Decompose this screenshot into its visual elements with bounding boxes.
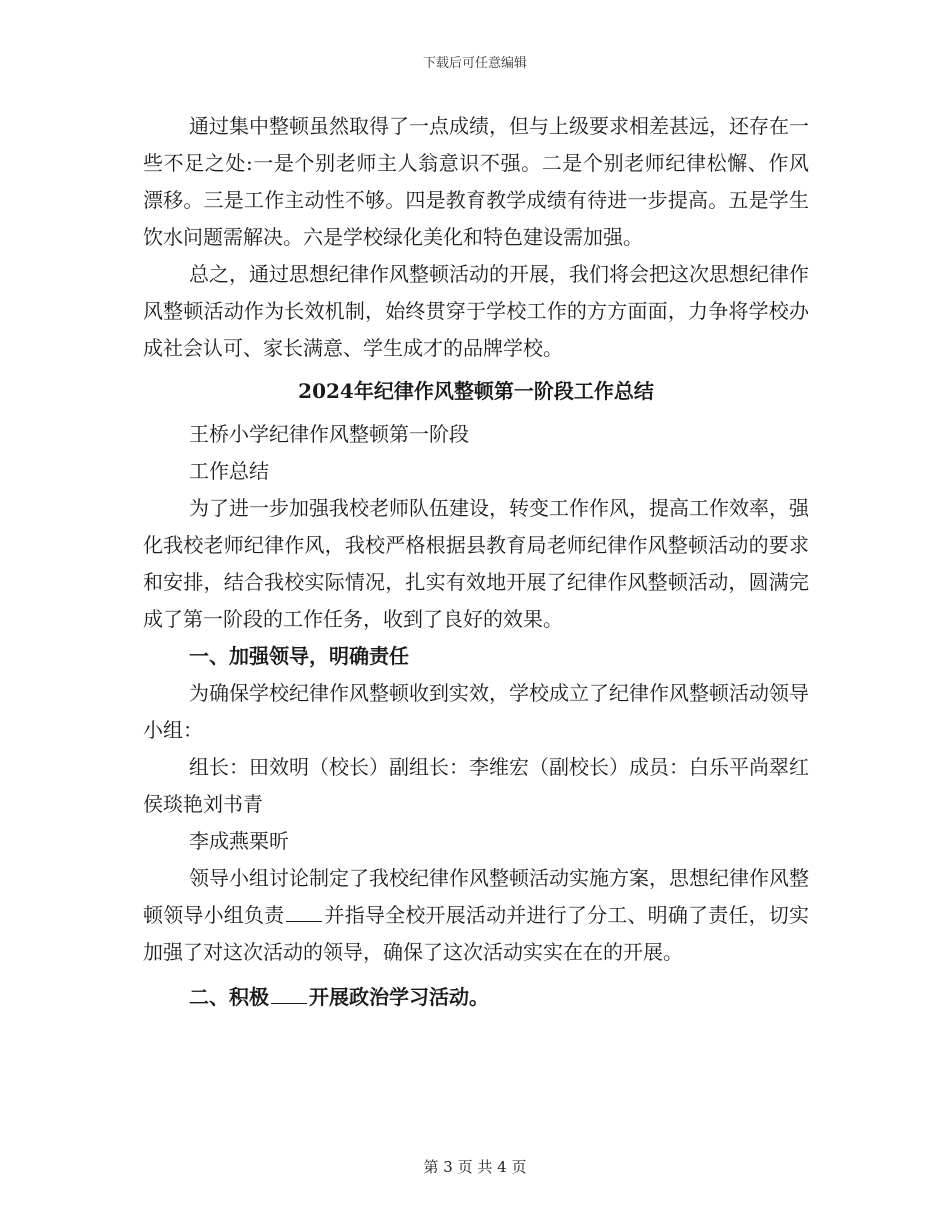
paragraph-plan-part2: 并指导全校开展活动并进行了分工、明确了责任，切实加强了对这次活动的领导，确保了这次活动实实在在的开展。 <box>143 903 810 964</box>
fill-blank <box>271 1002 307 1004</box>
section-heading-2-part1: 二、积极 <box>189 985 269 1009</box>
section-heading-1: 一、加强领导，明确责任 <box>189 644 409 668</box>
paragraph-conclusion: 总之，通过思想纪律作风整顿活动的开展，我们将会把这次思想纪律作风整顿活动作为长效机制，始终贯穿于学校工作的方方面面，力争将学校办成社会认可、家长满意、学生成才的品牌学校。 <box>143 262 809 360</box>
paragraph-school-name: 王桥小学纪律作风整顿第一阶段 <box>189 422 469 446</box>
section-heading-2 <box>143 979 809 1016</box>
fill-blank <box>286 920 322 922</box>
section-heading-2-part2: 开展政治学习活动。 <box>309 985 489 1009</box>
paragraph-members-cont: 李成燕栗昕 <box>189 829 289 853</box>
paragraph-plan-part1: 领导小组讨论制定了我校纪律作风整顿活动实施方案，思想纪律作风整顿领导小组负责 <box>143 866 809 927</box>
paragraph-intro: 为了进一步加强我校老师队伍建设，转变工作作风，提高工作效率，强化我校老师纪律作风，我校严格根据县教育局老师纪律作风整顿活动的要求和安排，结合我校实际情况，扎实有效地开展了纪律作风整顿活动，圆满完成了第一阶段的工作任务，收到了良好的效果。 <box>143 496 809 631</box>
paragraph-members: 组长：田效明（校长）副组长：李维宏（副校长）成员：白乐平尚翠红侯琰艳刘书青 <box>143 755 809 816</box>
paragraph-leadership-group: 为确保学校纪律作风整顿收到实效，学校成立了纪律作风整顿活动领导小组： <box>143 681 809 742</box>
document-body <box>143 108 809 1016</box>
paragraph-shortcomings: 通过集中整顿虽然取得了一点成绩，但与上级要求相差甚远，还存在一些不足之处:一是个别老师主人翁意识不强。二是个别老师纪律松懈、作风漂移。三是工作主动性不够。四是教育教学成绩有待进一步提高。五是学生饮水问题需解决。六是学校绿化美化和特色建设需加强。 <box>143 114 809 249</box>
page-footer: 第 3 页 共 4 页 <box>423 1158 527 1176</box>
document-title: 2024年纪律作风整顿第一阶段工作总结 <box>298 379 654 403</box>
paragraph-plan <box>143 860 809 971</box>
paragraph-subtitle: 工作总结 <box>189 459 269 483</box>
page-header: 下载后可任意编辑 <box>422 56 527 71</box>
